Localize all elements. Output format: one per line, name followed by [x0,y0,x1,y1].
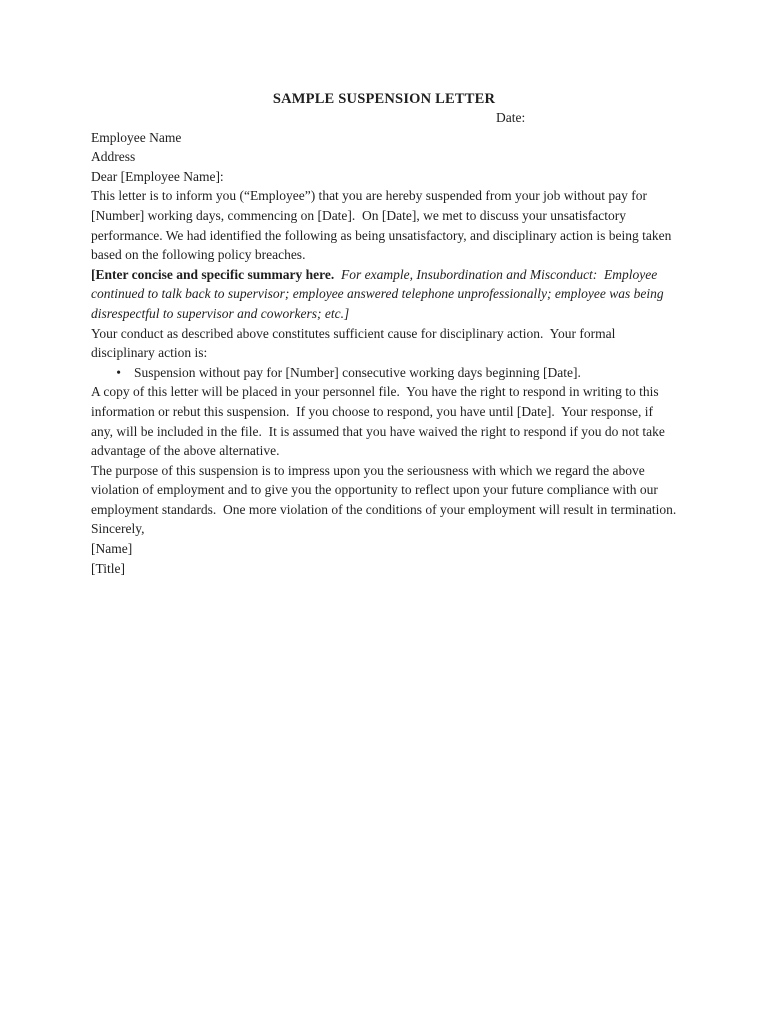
list-item-text: Suspension without pay for [Number] consecutive working days beginning [Date]. [134,364,581,380]
recipient-name: Employee Name [91,129,182,145]
closing: Sincerely, [91,521,145,537]
summary-example-text: For example, Insubordination and Misconduct: Employee continued to talk back to supervisor; employee answered telephone unprofessionally; employee was being disrespectful to supervisor and coworkers; etc.] [91,266,667,321]
salutation: Dear [Employee Name]: [91,168,224,184]
purpose-paragraph: The purpose of this suspension is to impress upon you the seriousness with which we regard the above violation of employment and to give you the opportunity to reflect upon your future compliance with our employment standards. One more violation of the conditions of your employment will result in termination. [91,462,677,517]
summary-lead-text: [Enter concise and specific summary here. [91,266,335,282]
copy-paragraph: A copy of this letter will be placed in your personnel file. You have the right to respond in writing to this information or rebut this suspension. If you choose to respond, you have until [Date]. Your response, if any, will be included in the file. It is assumed that you have waived the right to respond if you do not take advantage of the above alternative. [91,384,669,459]
signature-title: [Title] [91,560,126,576]
signature-name: [Name] [91,541,133,557]
summary-paragraph [91,265,677,324]
date-label: Date: [496,110,526,125]
intro-paragraph: This letter is to inform you (“Employee”) that you are hereby suspended from your job without pay for [Number] working days, commencing on [Date]. On [Date], we met to discuss your unsatisfactory performance. We had identified the following as being unsatisfactory, and disciplinary action is being taken based on the following policy breaches. [91,188,675,263]
recipient-address: Address [91,149,136,165]
recipient-block [91,128,677,167]
disciplinary-action-list [91,363,677,383]
conduct-paragraph: Your conduct as described above constitutes sufficient cause for disciplinary action. Your formal disciplinary action is: [91,325,619,361]
list-item [91,363,677,383]
page-title: SAMPLE SUSPENSION LETTER [272,91,496,107]
bullet-icon: • [116,364,121,380]
